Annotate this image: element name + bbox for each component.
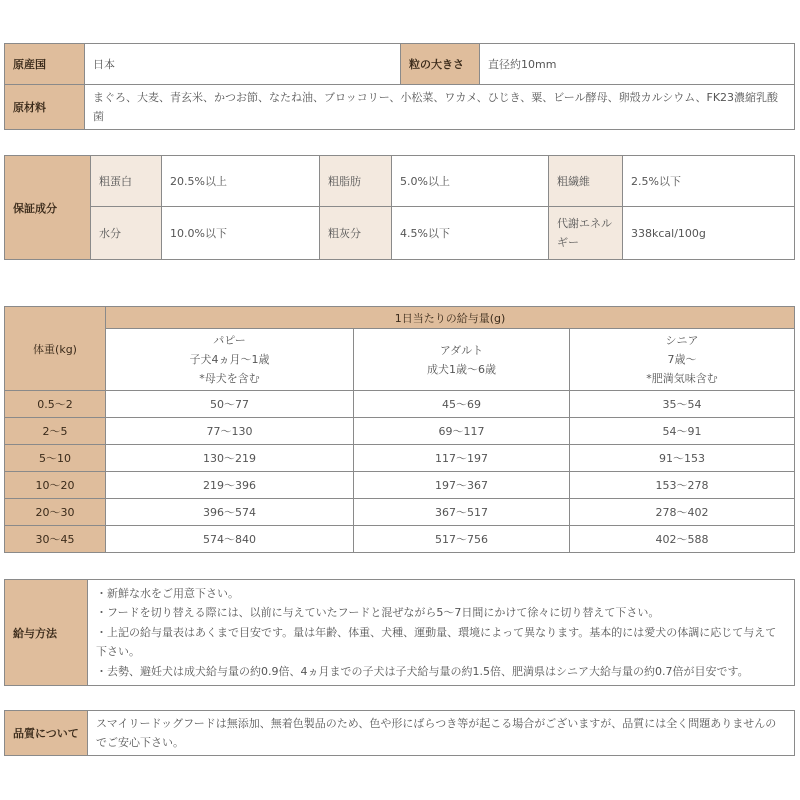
- puppy-cell: 50～77: [106, 391, 354, 418]
- ingredients-value: まぐろ、大麦、青玄米、かつお節、なたね油、ブロッコリー、小松菜、ワカメ、ひじき、粟、ビール酵母、卵殻カルシウム、FK23濃縮乳酸菌: [85, 85, 795, 130]
- puppy-cell: 130～219: [106, 445, 354, 472]
- weight-cell: 20～30: [5, 499, 106, 526]
- quality-label: 品質について: [5, 711, 88, 756]
- column-line: 7歳～: [667, 353, 697, 366]
- weight-header: 体重(kg): [5, 307, 106, 391]
- feeding-table: [4, 306, 795, 553]
- quality-text: スマイリードッグフードは無添加、無着色製品のため、色や形にばらつき等が起こる場合がございますが、品質には全く問題ありませんのでご安心下さい。: [88, 711, 795, 756]
- ingredients-label: 原材料: [5, 85, 85, 130]
- weight-cell: 5～10: [5, 445, 106, 472]
- column-line: 成犬1歳～6歳: [427, 362, 496, 376]
- senior-cell: 91～153: [570, 445, 795, 472]
- puppy-cell: 396～574: [106, 499, 354, 526]
- weight-cell: 2～5: [5, 418, 106, 445]
- method-line: ・新鮮な水をご用意下さい。: [96, 586, 239, 600]
- quality-table: [4, 710, 795, 756]
- column-line: 子犬4ヵ月～1歳: [189, 353, 270, 366]
- nutrient-value: 338kcal/100g: [623, 207, 795, 260]
- adult-cell: 517～756: [354, 526, 570, 553]
- senior-cell: 153～278: [570, 472, 795, 499]
- nutrient-name: 粗繊維: [549, 156, 623, 207]
- method-line: ・フードを切り替える際には、以前に与えていたフードと混ぜながら5～7日間にかけて徐々に切り替えて下さい。: [96, 606, 660, 620]
- column-line: *肥満気味含む: [646, 372, 718, 385]
- weight-cell: 30～45: [5, 526, 106, 553]
- adult-cell: 367～517: [354, 499, 570, 526]
- table-row: [5, 391, 795, 418]
- puppy-cell: 77～130: [106, 418, 354, 445]
- nutrient-value: 10.0%以下: [162, 207, 320, 260]
- grain-size-label: 粒の大きさ: [401, 44, 480, 85]
- column-line: パピー: [213, 334, 246, 347]
- column-line: *母犬を含む: [199, 372, 260, 385]
- adult-column-header: [354, 329, 570, 391]
- puppy-column-header: [106, 329, 354, 391]
- daily-amount-header: 1日当たりの給与量(g): [106, 307, 795, 329]
- senior-cell: 54～91: [570, 418, 795, 445]
- method-line: ・去勢、避妊犬は成犬給与量の約0.9倍、4ヵ月までの子犬は子犬給与量の約1.5倍、肥満県はシニア大給与量の約0.7倍が目安です。: [96, 664, 749, 678]
- senior-column-header: [570, 329, 795, 391]
- nutrient-name: 粗灰分: [320, 207, 392, 260]
- basic-info-table: [4, 43, 795, 130]
- puppy-cell: 574～840: [106, 526, 354, 553]
- origin-value: 日本: [85, 44, 401, 85]
- puppy-cell: 219～396: [106, 472, 354, 499]
- nutrient-name: 粗蛋白: [91, 156, 162, 207]
- adult-cell: 69～117: [354, 418, 570, 445]
- adult-cell: 117～197: [354, 445, 570, 472]
- adult-cell: 197～367: [354, 472, 570, 499]
- column-line: アダルト: [439, 343, 484, 357]
- table-row: [5, 499, 795, 526]
- table-row: [5, 472, 795, 499]
- method-table: [4, 579, 795, 686]
- senior-cell: 278～402: [570, 499, 795, 526]
- nutrient-name: 代謝エネルギー: [549, 207, 623, 260]
- column-line: シニア: [665, 334, 699, 347]
- nutrient-value: 20.5%以上: [162, 156, 320, 207]
- origin-label: 原産国: [5, 44, 85, 85]
- weight-cell: 0.5～2: [5, 391, 106, 418]
- table-row: [5, 445, 795, 472]
- nutrient-name: 水分: [91, 207, 162, 260]
- table-row: [5, 418, 795, 445]
- method-label: 給与方法: [5, 580, 88, 686]
- nutrient-value: 5.0%以上: [392, 156, 549, 207]
- nutrient-name: 粗脂肪: [320, 156, 392, 207]
- senior-cell: 35～54: [570, 391, 795, 418]
- method-line: ・上記の給与量表はあくまで目安です。量は年齢、体重、犬種、運動量、環境によって異なります。基本的には愛犬の体調に応じて与えて下さい。: [96, 625, 777, 659]
- table-row: [5, 526, 795, 553]
- nutrient-value: 4.5%以下: [392, 207, 549, 260]
- nutrient-value: 2.5%以下: [623, 156, 795, 207]
- grain-size-value: 直径約10mm: [480, 44, 795, 85]
- guarantee-table: [4, 155, 795, 260]
- guarantee-label: 保証成分: [5, 156, 91, 260]
- method-text: [88, 580, 795, 686]
- weight-cell: 10～20: [5, 472, 106, 499]
- adult-cell: 45～69: [354, 391, 570, 418]
- senior-cell: 402～588: [570, 526, 795, 553]
